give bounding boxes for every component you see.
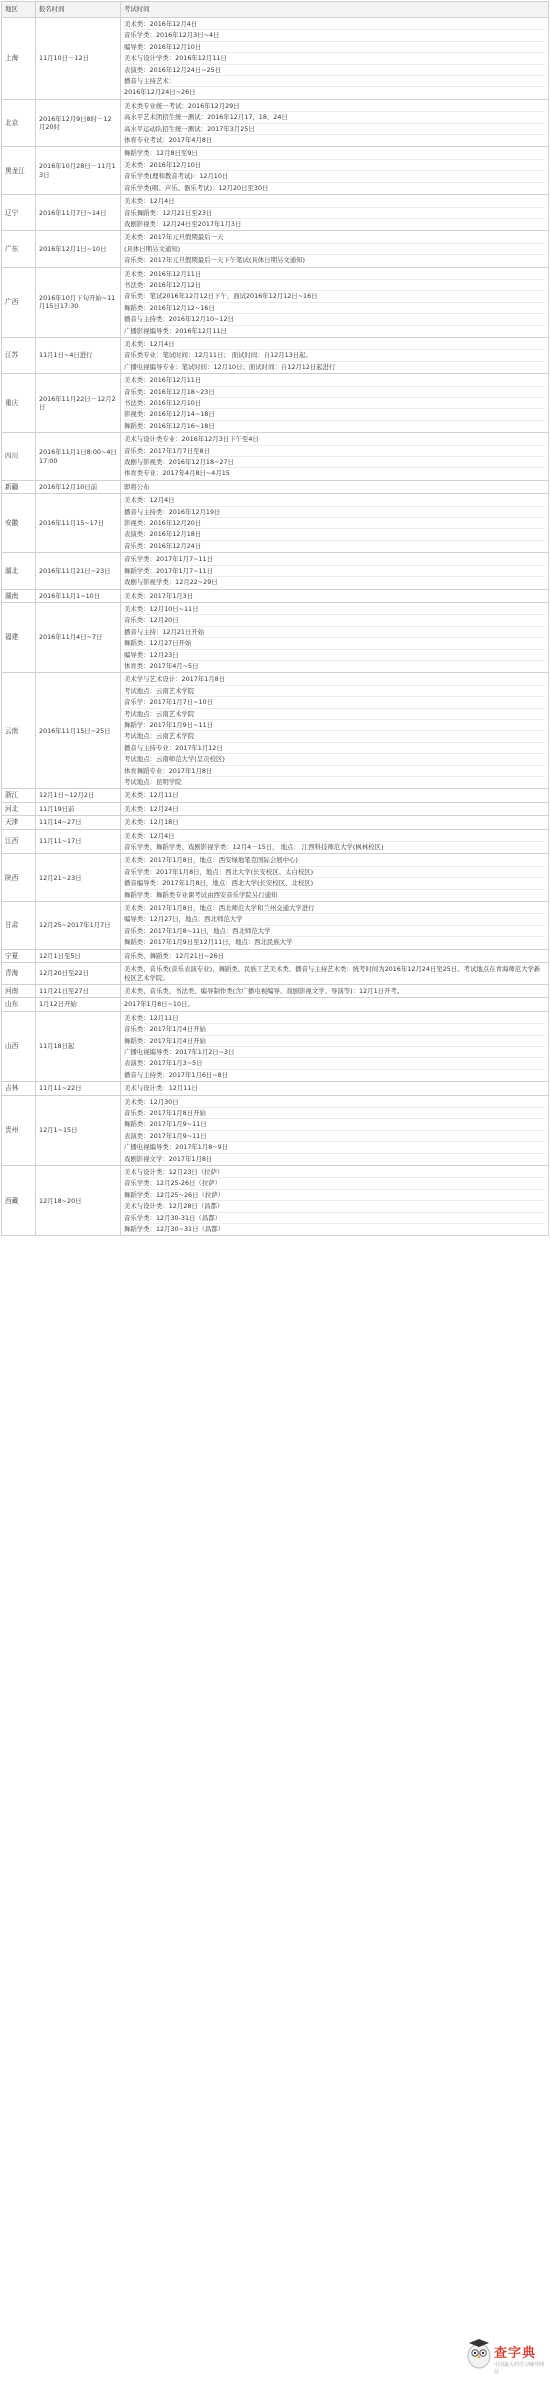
exam-line: 舞蹈类：2016年12月16~18日 [124,421,215,430]
exam-line: 美术类：2016年12月11日 [124,269,545,280]
schedule-row [2,99,549,147]
exam-cell [121,1082,549,1095]
exam-line: 舞蹈学类：12月8日至9日 [124,148,545,159]
exam-line: 舞蹈学类：2017年1月7~11日 [124,566,545,577]
schedule-row [2,829,549,854]
exam-line: 播音与主持艺术： [124,76,545,87]
exam-cell [121,553,549,589]
region-cell: 重庆 [2,374,36,433]
exam-line: 美术类：12月30日 [124,1097,545,1108]
region-cell: 陕西 [2,854,36,902]
exam-line: 考试地点：云南艺术学院 [124,686,545,697]
exam-line: 音乐学类、舞蹈学类、戏剧影视学类：12月4－15日， 地点： 江西科技师范大学(枫林校区) [124,843,384,852]
exam-line: 美术类：2016年12月11日 [124,375,545,386]
exam-cell [121,480,549,493]
exam-line: 美术与设计学类：2016年12月11日 [124,53,545,64]
region-cell: 江苏 [2,337,36,373]
exam-line: 舞蹈类：2017年1月9日至12月11日，地点：西北民族大学 [124,938,293,947]
schedule-row [2,589,549,602]
region-cell: 甘肃 [2,902,36,950]
region-cell: 西藏 [2,1166,36,1236]
exam-line: 美术类：2017年1月8日，地点：西安绿地笔克国际会展中心) [124,855,545,866]
schedule-row [2,984,549,997]
exam-line: 音乐学类(唱、声乐、器乐考试)：12月20日至30日 [124,183,269,192]
exam-line: 2016年12月24日~26日 [124,88,196,97]
schedule-row [2,602,549,672]
exam-line: 音乐学类：12月25-26日（拉萨） [124,1178,545,1189]
exam-line: 舞蹈学类：舞蹈类专业课考试由西安音乐学院另行通知 [124,890,278,899]
exam-line: 美术与设计类：12月23日（拉萨） [124,1167,545,1178]
registration-cell: 12月25~2017年1月7日 [36,902,121,950]
exam-line: 表演类：2017年1月9~11日 [124,1131,545,1142]
registration-cell: 2016年10月下旬开始~11月15日17:30 [36,267,121,337]
exam-line: 戏剧影视文学：2017年1月8日 [124,1154,213,1163]
exam-line: 戏剧与影视学类：12月22~29日 [124,578,218,587]
exam-line: 表演类：2017年1月3~5日 [124,1058,545,1069]
exam-line: 编导类：12月27日，地点：西北师范大学 [124,914,545,925]
exam-line: 舞蹈类：2017年1月4日开始 [124,1036,545,1047]
schedule-row [2,816,549,829]
watermark-text: 查字典 [494,2346,537,2361]
registration-cell: 11月14~27日 [36,816,121,829]
exam-line: 音乐舞蹈类：12月21日至23日 [124,208,545,219]
exam-line: 音乐学类：12月30-31日（昌都） [124,1213,545,1224]
registration-cell: 2016年12月9日8时－12月20时 [36,99,121,147]
exam-line: 书法类：2016年12月10日 [124,398,545,409]
exam-line: 音乐类：2017年1月8日开始 [124,1108,545,1119]
region-cell: 天津 [2,816,36,829]
exam-line: 表演类：2016年12月24日~25日 [124,65,545,76]
region-cell: 山西 [2,1011,36,1081]
region-cell: 辽宁 [2,195,36,231]
registration-cell: 2016年12月1日~10日 [36,231,121,267]
exam-line: 播音与主持类：2017年1月6日~8日 [124,1070,229,1079]
region-cell: 湖北 [2,553,36,589]
exam-cell [121,267,549,337]
exam-cell [121,963,549,985]
exam-line: 音乐类：笔试2016年12月12日下午，面试2016年12月12日~16日 [124,291,545,302]
exam-line: 考试地点：云南艺术学院 [124,731,545,742]
exam-line: 美术类：12月4日 [124,495,545,506]
schedule-row [2,267,549,337]
exam-line: 体育类：2017年4月~5日 [124,661,199,670]
registration-cell: 2016年11月15~17日 [36,494,121,553]
exam-line: 即将公布 [124,482,150,491]
region-cell: 青海 [2,963,36,985]
region-cell: 河北 [2,802,36,815]
schedule-row [2,553,549,589]
exam-line: 2017年1月8日~10日。 [124,1000,194,1009]
exam-line: 播音与主持：12月21日开始 [124,627,545,638]
header-exam: 考试时间 [121,2,549,18]
exam-line: 体育专业考试：2017年4月8日 [124,136,213,145]
exam-line: 播音与主持类：2016年12月19日 [124,507,545,518]
registration-cell: 12月20日至22日 [36,963,121,985]
exam-line: 美术类：12月4日 [124,831,545,842]
exam-schedule-table [1,1,549,1236]
exam-cell [121,789,549,802]
exam-line: 书法类：2016年12月12日 [124,280,545,291]
exam-cell [121,231,549,267]
registration-cell: 12月1~15日 [36,1095,121,1165]
schedule-row [2,147,549,195]
registration-cell: 12月1日~12月2日 [36,789,121,802]
exam-cell [121,802,549,815]
exam-line: 高水平艺术团招生统一测试：2016年12月17、18、24日 [124,112,545,123]
exam-line: 美术类：2016年12月4日 [124,19,545,30]
exam-cell [121,602,549,672]
schedule-row [2,480,549,493]
schedule-row [2,1166,549,1236]
exam-cell [121,854,549,902]
exam-line: 美术类：12月24日 [124,804,179,813]
schedule-row [2,337,549,373]
exam-cell [121,902,549,950]
schedule-row [2,789,549,802]
registration-cell: 12月1日至5日 [36,949,121,962]
exam-line: 影视类：2016年12月14~18日 [124,409,545,420]
table-header-row [2,2,549,18]
registration-cell: 2016年11月1~10日 [36,589,121,602]
schedule-row [2,802,549,815]
exam-line: 戏剧影视类：12月24日至2017年1月3日 [124,219,242,228]
exam-line: 广播电视编导专业：笔试时间：12月10日；面试时间：自12月12日起进行 [124,362,336,371]
region-cell: 四川 [2,433,36,481]
exam-cell [121,147,549,195]
exam-line: 音乐类、舞蹈类：12月21日~26日 [124,951,225,960]
exam-cell [121,433,549,481]
exam-line: 美术与设计类：12月11日 [124,1084,198,1093]
region-cell: 浙江 [2,789,36,802]
region-cell: 山东 [2,998,36,1011]
region-cell: 云南 [2,673,36,789]
registration-cell: 11月18日起 [36,1011,121,1081]
exam-line: 广播电视编导类：2017年1月2日~3日 [124,1047,545,1058]
exam-cell [121,1011,549,1081]
schedule-row [2,195,549,231]
exam-cell [121,998,549,1011]
registration-cell: 12月18~20日 [36,1166,121,1236]
exam-cell [121,984,549,997]
exam-cell [121,1095,549,1165]
exam-line: 播音与主持类：2016年12月10~12日 [124,314,545,325]
registration-cell: 11月10日－12日 [36,18,121,100]
region-cell: 新疆 [2,480,36,493]
exam-line: 播音编导类：2017年1月8日，地点：西北大学(长安校区、北校区) [124,878,545,889]
registration-cell: 1月12日开始 [36,998,121,1011]
exam-line: 美术类专业统一考试：2016年12月29日 [124,101,545,112]
exam-line: 美术学与艺术设计：2017年1月8日 [124,674,545,685]
region-cell: 黑龙江 [2,147,36,195]
registration-cell: 2016年11月21日~23日 [36,553,121,589]
exam-line: 美术类：12月18日 [124,818,179,827]
exam-line: 音乐类：2017年1月7日至8日 [124,446,545,457]
exam-cell [121,949,549,962]
schedule-row [2,902,549,950]
exam-line: 美术类：12月11日 [124,1013,545,1024]
schedule-row [2,374,549,433]
exam-cell [121,1166,549,1236]
exam-cell [121,494,549,553]
exam-line: 考试地点：云南师范大学(呈贡校区) [124,754,545,765]
schedule-row [2,433,549,481]
schedule-row [2,18,549,100]
exam-line: 广播电视编导类：2017年1月8~9日 [124,1142,545,1153]
registration-cell: 11月19日前 [36,802,121,815]
exam-line: 美术与设计类：12月28日（昌都） [124,1201,545,1212]
exam-line: 编导类：2016年12月10日 [124,42,545,53]
exam-line: 美术类：2017年元旦假期最后一天 [124,232,545,243]
registration-cell: 11月11~17日 [36,829,121,854]
exam-cell [121,195,549,231]
exam-line: 影视类：2016年12月20日 [124,518,545,529]
exam-cell [121,374,549,433]
schedule-row [2,494,549,553]
registration-cell: 2016年11月7日~14日 [36,195,121,231]
schedule-row [2,949,549,962]
exam-cell [121,99,549,147]
exam-line: 美术类：2017年1月3日 [124,591,194,600]
schedule-row [2,231,549,267]
exam-cell [121,589,549,602]
registration-cell: 11月11~22日 [36,1082,121,1095]
exam-line: 舞蹈学类：12月25~26日（拉萨） [124,1190,545,1201]
schedule-row [2,963,549,985]
registration-cell: 2016年11月1日8:00~4日17:00 [36,433,121,481]
exam-line: 音乐类：2017年1月4日开始 [124,1024,545,1035]
exam-cell [121,18,549,100]
schedule-row [2,673,549,789]
schedule-row [2,1011,549,1081]
exam-line: 播音与主持专业：2017年1月12日 [124,743,545,754]
header-registration: 报名时间 [36,2,121,18]
exam-line: 美术类：12月4日 [124,196,545,207]
exam-line: 音乐学类：2017年1月7~11日 [124,554,545,565]
exam-line: 美术类：12月11日 [124,791,179,800]
exam-line: 考试地点：云南艺术学院 [124,709,545,720]
exam-line: 美术类、音乐类、书法类、编导制作类(含广播电视编导、戏剧影视文学、导演等)：12月1日开考。 [124,986,404,995]
region-cell: 北京 [2,99,36,147]
exam-line: (具体日期另文通知) [124,244,545,255]
exam-cell [121,337,549,373]
exam-cell [121,829,549,854]
registration-cell: 2016年11月4日~7日 [36,602,121,672]
exam-line: 舞蹈类：2016年12月12~16日 [124,303,545,314]
exam-line: 编导类：12月23日 [124,650,545,661]
exam-line: 舞蹈学：2017年1月9日~11日 [124,720,545,731]
exam-line: 音乐类专业：笔试时间：12月11日； 面试时间：自12月13日起。 [124,350,545,361]
region-cell: 福建 [2,602,36,672]
exam-line: 美术类、音乐类(音乐表演专业)、舞蹈类、民族工艺美术类、播音与主持艺术类：统考时间为2016年12月24日至25日。考试地点在青海师范大学新校区艺术学院。 [124,965,541,982]
registration-cell: 2016年11月15日~25日 [36,673,121,789]
schedule-row [2,998,549,1011]
exam-line: 戏剧与影视类：2016年12月18~27日 [124,457,545,468]
exam-line: 表演类：2016年12月18日 [124,529,545,540]
site-watermark [466,2336,546,2376]
exam-line: 音乐学类(理和教音考试)：12月10日 [124,171,545,182]
exam-line: 美术类：12月4日 [124,339,545,350]
region-cell: 安徽 [2,494,36,553]
region-cell: 贵州 [2,1095,36,1165]
region-cell: 广东 [2,231,36,267]
exam-line: 体育舞蹈专业：2017年1月8日 [124,766,545,777]
exam-line: 音乐类：2016年12月24日 [124,541,202,550]
exam-line: 音乐类：2017年元旦假期最后一天下午笔试(具体日期另文通知) [124,256,306,265]
registration-cell: 2016年10月28日－11月13日 [36,147,121,195]
region-cell: 广西 [2,267,36,337]
schedule-row [2,1082,549,1095]
exam-line: 音乐类：2016年12月18~23日 [124,387,545,398]
region-cell: 河南 [2,984,36,997]
exam-line: 美术与设计类专业：2016年12月3日下午至4日 [124,434,545,445]
exam-line: 舞蹈类：12月27日开始 [124,638,545,649]
exam-line: 考试地点：昆明学院 [124,778,182,786]
exam-line: 美术类：12月10日~11日 [124,604,545,615]
registration-cell: 11月1日~4日进行 [36,337,121,373]
owl-logo-icon [466,2336,492,2370]
exam-line: 广播影视编导类：2016年12月11日 [124,326,227,335]
exam-line: 音乐学类：2016年12月3日~4日 [124,30,545,41]
exam-line: 高水平运动队招生统一测试：2017年3月25日 [124,124,545,135]
region-cell: 吉林 [2,1082,36,1095]
region-cell: 宁夏 [2,949,36,962]
region-cell: 湖南 [2,589,36,602]
exam-line: 音乐学：2017年1月7日~10日 [124,697,545,708]
region-cell: 上海 [2,18,36,100]
exam-line: 舞蹈学类：12月30~31日（昌都） [124,1225,225,1234]
exam-cell [121,816,549,829]
header-region: 地区 [2,2,36,18]
exam-line: 舞蹈类：2017年1月9~11日 [124,1119,545,1130]
exam-line: 体育类专业：2017年4月8日~4月15 [124,469,230,478]
region-cell: 江西 [2,829,36,854]
exam-line: 美术类：2016年12月10日 [124,160,545,171]
exam-line: 音乐类：12月20日 [124,615,545,626]
exam-line: 音乐学类：2017年1月8日，地点：西北大学(长安校区、太白校区) [124,867,545,878]
schedule-row [2,1095,549,1165]
watermark-subtitle: 中国最大的学习辅导网站 [494,2362,545,2375]
exam-line: 美术类：2017年1月8日，地点：西北师范大学和兰州交通大学进行 [124,903,545,914]
registration-cell: 12月21~23日 [36,854,121,902]
registration-cell: 11月21日至27日 [36,984,121,997]
exam-cell [121,673,549,789]
exam-line: 音乐类：2017年1月8~11日，地点：西北师范大学 [124,926,545,937]
registration-cell: 2016年11月22日－12月2日 [36,374,121,433]
schedule-row [2,854,549,902]
registration-cell: 2016年12月10日前 [36,480,121,493]
